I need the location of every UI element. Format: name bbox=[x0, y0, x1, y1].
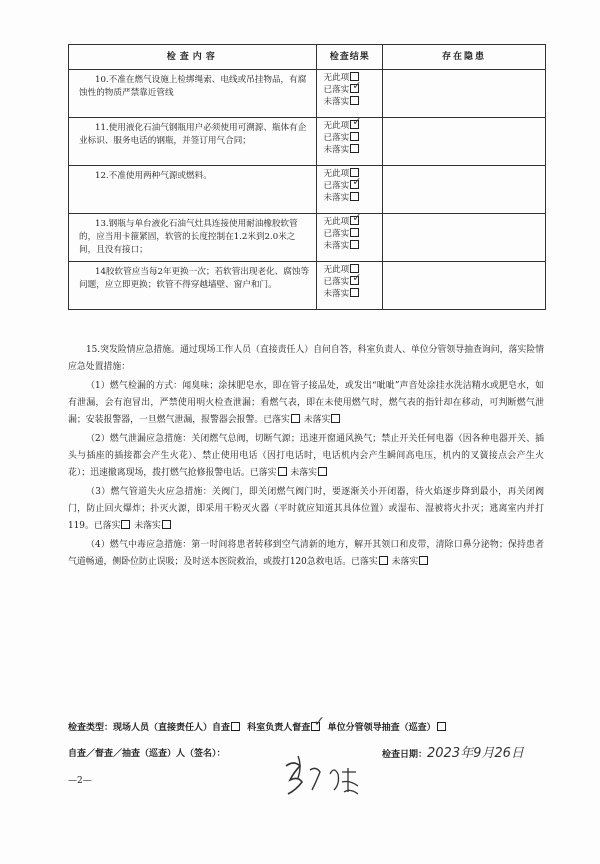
checkbox-self-check[interactable] bbox=[231, 722, 240, 731]
check-mark-icon: ✓ bbox=[352, 115, 362, 128]
result-option-label: 未落实 bbox=[323, 241, 350, 252]
result-checkbox[interactable] bbox=[350, 288, 359, 297]
table-header-row bbox=[69, 45, 546, 70]
check-mark-icon: ✓ bbox=[313, 714, 326, 730]
result-option-label: 已落实 bbox=[323, 277, 350, 288]
table-row bbox=[69, 262, 546, 310]
result-option bbox=[323, 228, 381, 240]
header-hazard: 存在隐患 bbox=[382, 45, 545, 70]
inspection-date: 检查日期：2023年9月26日 bbox=[382, 746, 524, 761]
result-option-label: 未落实 bbox=[323, 289, 350, 300]
result-checkbox[interactable] bbox=[350, 240, 359, 249]
table-row bbox=[69, 214, 546, 262]
result-option-label: 已落实 bbox=[323, 229, 350, 240]
result-option-label: 未落实 bbox=[323, 97, 350, 108]
hazard-cell[interactable] bbox=[382, 214, 545, 262]
checkbox-not-done[interactable] bbox=[162, 520, 171, 529]
result-option-label: 无此项 bbox=[323, 265, 350, 275]
hazard-cell[interactable] bbox=[382, 166, 545, 214]
check-mark-icon: ✓ bbox=[352, 79, 362, 93]
check-mark-icon: ✓ bbox=[352, 271, 362, 285]
result-option bbox=[323, 192, 381, 204]
result-option bbox=[323, 132, 381, 144]
hazard-cell[interactable] bbox=[382, 118, 545, 166]
result-checkbox[interactable] bbox=[350, 175, 362, 189]
checkbox-done[interactable] bbox=[278, 467, 287, 476]
result-checkbox[interactable] bbox=[350, 96, 359, 105]
result-option-label: 未落实 bbox=[323, 145, 350, 156]
result-checkbox[interactable] bbox=[350, 144, 359, 153]
result-checkbox[interactable] bbox=[350, 79, 362, 93]
check-item: 14胶软管应当每2年更换一次；若软管出现老化、腐蚀等问题，应立即更换；软管不得穿越墙壁、窗户和门。 bbox=[69, 262, 317, 310]
check-result bbox=[317, 262, 382, 310]
result-checkbox[interactable] bbox=[350, 115, 362, 129]
page-number: —2— bbox=[68, 776, 92, 786]
result-option bbox=[323, 96, 381, 108]
measure-fire-response: （3）燃气管道失火应急措施：关阀门，即关闭燃气阀门时，要逐渐关小开闭器，待火焰逐步降到最小，再关闭阀门，防止回火爆炸；扑灭火源，即采用干粉灭火器（平时就应知道其具体位置）或湿布、湿被将火扑灭；逃离室内并打119。已落实 未落实 bbox=[68, 487, 544, 531]
result-checkbox[interactable] bbox=[350, 132, 359, 141]
checkbox-done[interactable] bbox=[121, 520, 130, 529]
result-option bbox=[323, 271, 381, 288]
measure-leak-response: （2）燃气泄漏应急措施：关闭燃气总阀，切断气源；迅速开窗通风换气；禁止开关任何电器（因各种电器开关、插头与插座的插接都会产生火花）、禁止使用电话（因打电话时，电话机内会产生瞬间高电压，机内的叉簧接点会产生火花）；迅速撤离现场，拨打燃气抢修报警电话。已落实 未落实 bbox=[68, 434, 544, 478]
result-option-label: 无此项 bbox=[323, 121, 350, 131]
result-option-label: 已落实 bbox=[323, 133, 350, 144]
result-option-label: 已落实 bbox=[323, 85, 350, 96]
result-option bbox=[323, 115, 381, 132]
signer-label: 自查／督查／抽查（巡查）人（签名）： bbox=[68, 749, 226, 759]
result-option-label: 无此项 bbox=[323, 73, 350, 83]
emergency-measures bbox=[68, 342, 544, 574]
result-checkbox[interactable] bbox=[350, 211, 362, 225]
result-option bbox=[323, 211, 381, 228]
handwritten-signature bbox=[280, 752, 370, 798]
result-option bbox=[323, 175, 381, 192]
check-item: 10.不准在燃气设施上检绑绳索、电线或吊挂物品，有腐蚀性的物质严禁靠近管线 bbox=[69, 70, 317, 118]
checkbox-not-done[interactable] bbox=[318, 467, 327, 476]
check-mark-icon: ✓ bbox=[352, 211, 362, 224]
result-checkbox[interactable] bbox=[350, 192, 359, 201]
hazard-cell[interactable] bbox=[382, 70, 545, 118]
result-option bbox=[323, 144, 381, 156]
inspection-type-line: 检查类型：现场人员（直接责任人）自查 科室负责人督查 ✓ 单位分管领导抽查（巡查） bbox=[68, 720, 558, 733]
check-item: 11.使用液化石油气钢瓶用户必须使用可溯源、瓶体有企业标识、服务电话的钢瓶，并签订用气合同； bbox=[69, 118, 317, 166]
check-result bbox=[317, 70, 382, 118]
result-checkbox[interactable] bbox=[350, 271, 362, 285]
result-option-label: 无此项 bbox=[323, 217, 350, 227]
result-option-label: 未落实 bbox=[323, 193, 350, 204]
checkbox-not-done[interactable] bbox=[419, 556, 428, 565]
result-checkbox[interactable] bbox=[350, 228, 359, 237]
result-option bbox=[323, 240, 381, 252]
result-option bbox=[323, 79, 381, 96]
check-result bbox=[317, 211, 382, 262]
table-row bbox=[69, 166, 546, 214]
check-result bbox=[317, 166, 382, 214]
header-item: 检查内容 bbox=[69, 45, 317, 70]
measure-15-intro: 15.突发险情应急措施。通过现场工作人员（直接责任人）自问自答，科室负责人、单位分管领导抽查询问，落实险情应急处置措施： bbox=[68, 345, 544, 372]
checkbox-dept-check[interactable] bbox=[311, 714, 326, 731]
result-option-label: 无此项 bbox=[323, 169, 350, 179]
table-row bbox=[69, 118, 546, 166]
check-mark-icon: ✓ bbox=[352, 175, 362, 189]
check-result bbox=[317, 115, 382, 166]
check-item: 12.不准使用两种气源或燃料。 bbox=[69, 166, 317, 214]
checkbox-leader-check[interactable] bbox=[437, 722, 446, 731]
inspection-table bbox=[68, 44, 546, 310]
checkbox-done[interactable] bbox=[291, 414, 300, 423]
header-result: 检查结果 bbox=[317, 45, 382, 70]
check-item: 13.钢瓶与单台液化石油气灶具连接使用耐油橡胶软管的，应当用卡箍紧固，软管的长度控制在1.2米到2.0米之间，且没有接口； bbox=[69, 214, 317, 262]
measure-leak-detection: （1）燃气检漏的方式：闻臭味；涂抹肥皂水，即在管子接品处，或发出“呲呲”声音处涂挂水洗洁精水或肥皂水，如有泄漏，会有泡冒出，严禁使用明火检查泄漏；看燃气表，即在未使用燃气时，燃气表的指针却在移动，可判断燃气泄漏；安装报警器，一旦燃气泄漏，报警器会报警。已落实 未落实 bbox=[68, 381, 544, 425]
date-value: 2023年9月26日 bbox=[427, 746, 524, 761]
checkbox-done[interactable] bbox=[379, 556, 388, 565]
result-option-label: 已落实 bbox=[323, 181, 350, 192]
checkbox-not-done[interactable] bbox=[331, 414, 340, 423]
result-option bbox=[323, 288, 381, 300]
measure-poisoning-response: （4）燃气中毒应急措施：第一时间将患者转移到空气清新的地方，解开其领口和皮带，清除口鼻分泌物；保持患者气道畅通，侧卧位防止误吸；及时送本医院救治，或拨打120急救电话。已落实 未落实 bbox=[68, 540, 544, 567]
hazard-cell[interactable] bbox=[382, 262, 545, 310]
table-row bbox=[69, 70, 546, 118]
